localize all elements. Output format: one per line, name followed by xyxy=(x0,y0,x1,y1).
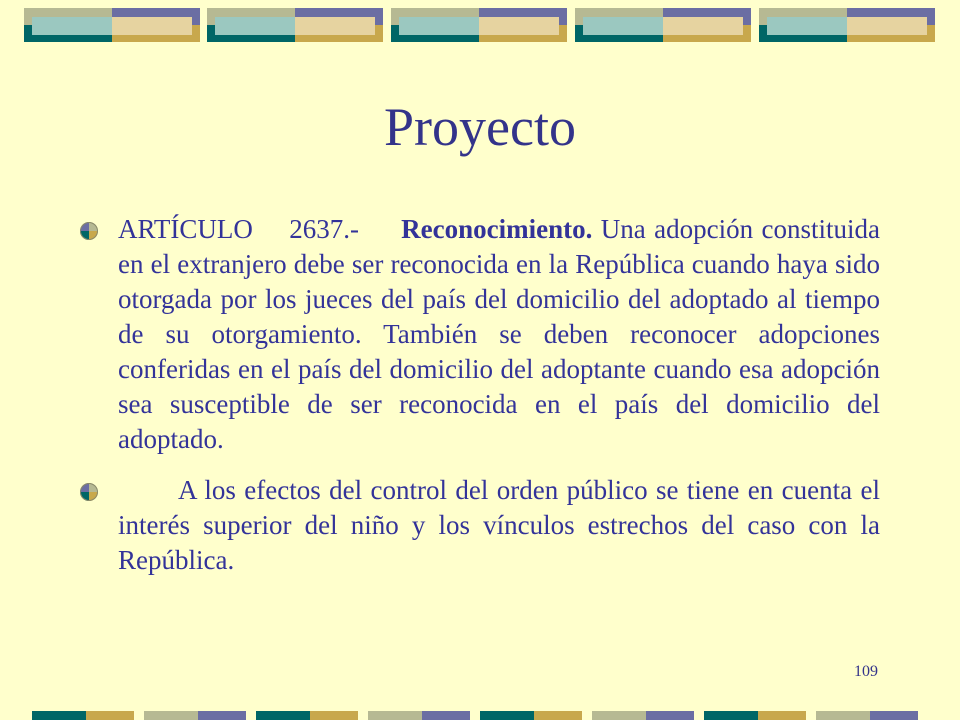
bottom-decorative-band xyxy=(0,711,960,720)
decorative-tile xyxy=(24,8,200,42)
public-order-text: A los efectos del control del orden público se tiene en cuenta el interés superior del niño y los vínculos estrechos del caso con la República. xyxy=(118,475,880,575)
bullet-item-article xyxy=(80,212,880,457)
article-label: ARTÍCULO 2637.- xyxy=(118,214,360,244)
decorative-tile xyxy=(207,8,383,42)
page-number: 109 xyxy=(854,663,878,680)
bullet-item-public-order xyxy=(80,473,880,578)
slide-content xyxy=(80,212,880,594)
quartered-circle-bullet-icon xyxy=(80,483,98,501)
article-heading: Reconocimiento. xyxy=(401,214,593,244)
slide-title: Proyecto xyxy=(384,97,576,157)
public-order-paragraph xyxy=(118,473,880,578)
decorative-tile xyxy=(575,8,751,42)
top-decorative-band xyxy=(0,0,960,50)
decorative-tile xyxy=(391,8,567,42)
article-paragraph xyxy=(118,212,880,457)
quartered-circle-bullet-icon xyxy=(80,222,98,240)
decorative-tile xyxy=(759,8,935,42)
article-body: Una adopción constituida en el extranjero debe ser reconocida en la República cuando haya sido otorgada por los jueces del país del domicilio del adoptado al tiempo de su otorgamiento. También se deben reconocer adopciones conferidas en el país del domicilio del adoptante cuando esa adopción sea susceptible de ser reconocida en el país del domicilio del adoptado. xyxy=(118,214,881,454)
